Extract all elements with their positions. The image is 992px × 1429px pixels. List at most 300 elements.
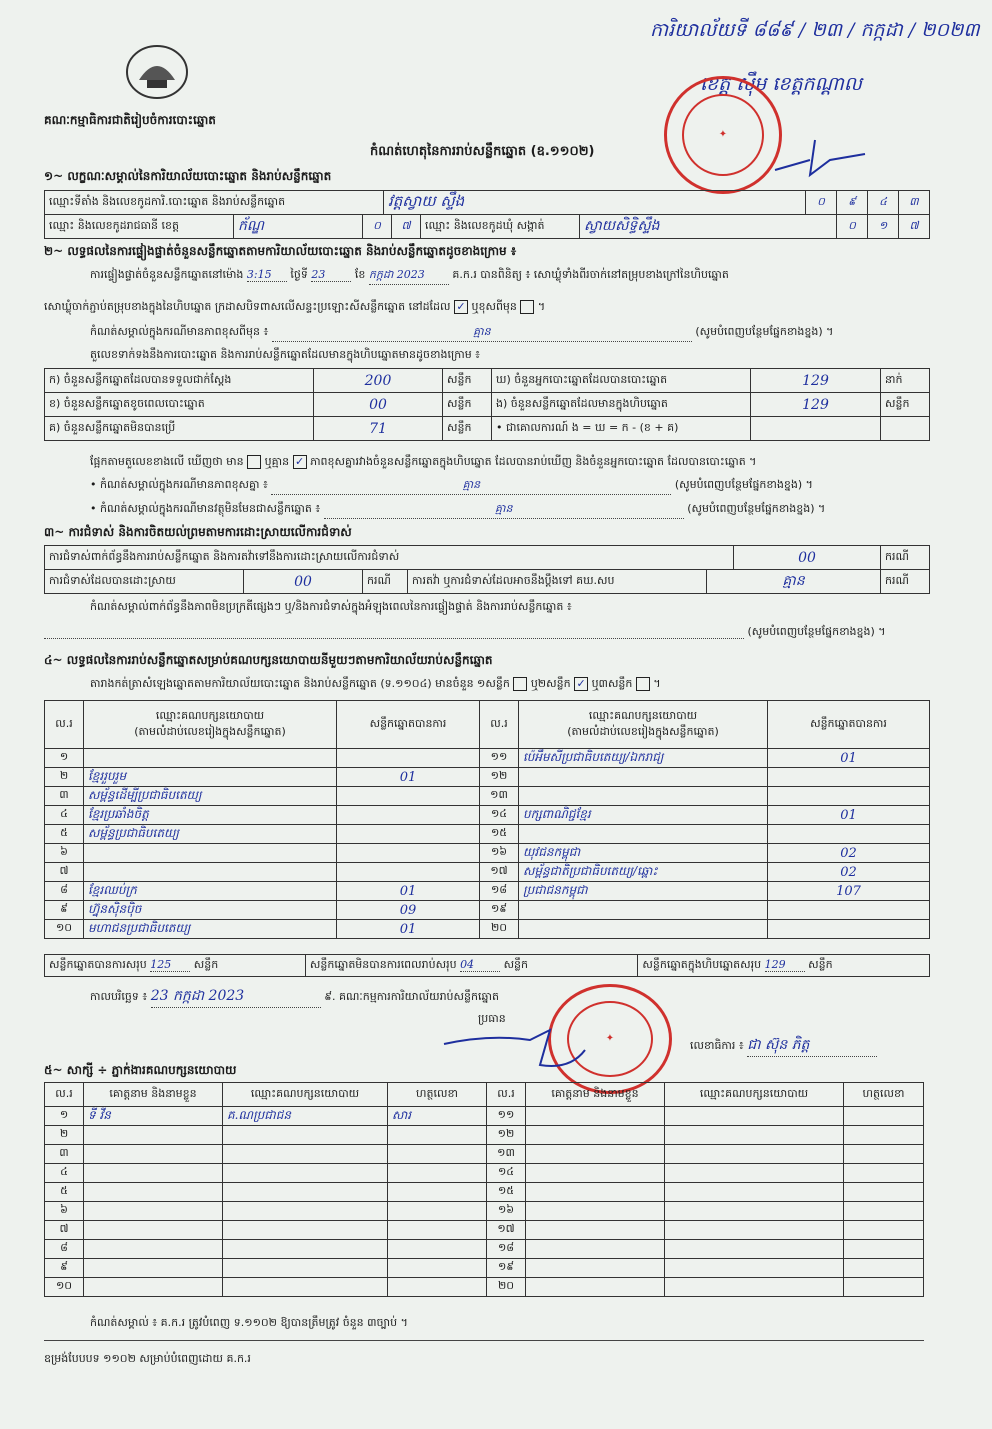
- section3-hint: (សូមបំពេញបន្ថែមផ្នែកខាងខ្នង) ។: [747, 625, 886, 638]
- count-value: 00: [314, 393, 443, 417]
- table-row: [45, 901, 930, 920]
- row2-province: ក័ណ្ឌ: [234, 215, 363, 239]
- party-no-r: ១៦: [480, 844, 519, 863]
- s3-row2-unit2: ករណី: [881, 570, 930, 594]
- witness-no: ៧: [45, 1221, 84, 1240]
- s3-row1-value: 00: [734, 546, 881, 570]
- footnote: កំណត់សម្គាល់ ៖ គ.ក.រ ត្រូវបំពេញ ទ.១១០២ ឱ្យបានត្រឹមត្រូវ ចំនួន ៣ច្បាប់ ។: [90, 1316, 408, 1329]
- party-name-r: [519, 768, 768, 787]
- party-no: ៦: [45, 844, 84, 863]
- col-party-sub: (តាមលំដាប់លេខរៀងក្នុងសន្លឹកឆ្នោត): [134, 724, 286, 738]
- party-no: ១: [45, 749, 84, 768]
- witness-name: [84, 1240, 223, 1259]
- witness-party: [223, 1278, 388, 1297]
- party-name-r: [519, 787, 768, 806]
- party-votes: [337, 749, 480, 768]
- row2-commune-code-1: ០: [837, 215, 868, 239]
- count-label: ក) ចំនួនសន្លឹកឆ្នោតដែលបានទទួលជាក់ស្ដែង: [45, 369, 314, 393]
- total-invalid-cell: [305, 955, 637, 977]
- s3-row2-unit: ករណី: [363, 570, 408, 594]
- party-votes: [337, 825, 480, 844]
- witness-no: ៦: [45, 1202, 84, 1221]
- committee-label: ៩. គណៈកម្មការការិយាល័យរាប់សន្លឹកឆ្នោត: [324, 990, 499, 1003]
- party-votes-r: [768, 825, 930, 844]
- table-row: [45, 920, 930, 939]
- witness-name: [84, 1145, 223, 1164]
- party-votes-r: [768, 787, 930, 806]
- secretary-label: លេខាធិការ ៖: [690, 1039, 744, 1052]
- party-votes: [337, 787, 480, 806]
- witness-sign: [388, 1183, 487, 1202]
- row2-commune: ស្វាយសិទ្ធិស្ទឹង: [580, 215, 837, 239]
- day-value: 23: [311, 268, 351, 282]
- check-line: [90, 455, 756, 471]
- witness-sign: [388, 1145, 487, 1164]
- counts-table: [44, 368, 930, 441]
- witness-name-r: [526, 1107, 665, 1126]
- table-row: [45, 1164, 924, 1183]
- table-row: [45, 1107, 924, 1126]
- witness-no-r: ១៣: [487, 1145, 526, 1164]
- party-name: [84, 844, 337, 863]
- w-col-sign: ហត្ថលេខា: [388, 1083, 487, 1107]
- table-row: [45, 863, 930, 882]
- handwritten-note-1: ការិយាល័យទី ៨៨៩ / ២៣ / កក្កដា / ២០២៣: [650, 19, 980, 41]
- witness-sign-r: [844, 1145, 924, 1164]
- table-row: [45, 806, 930, 825]
- section2-heading: ២~ លទ្ធផលនៃការផ្ទៀងផ្ទាត់ចំនួនសន្លឹកឆ្នោតតាមការិយាល័យបោះឆ្នោត និងរាប់សន្លឹកឆ្នោតដូចខាងក្រោម ៖: [44, 244, 517, 258]
- note-value: គ្មាន: [272, 325, 692, 342]
- party-votes-r: 01: [768, 749, 930, 768]
- party-name-r: សម្ព័ន្ធជាតិប្រជាធិបតេយ្យ/ឆ្ពោះ: [519, 863, 768, 882]
- count-value: 200: [314, 369, 443, 393]
- secretary-line: [690, 1035, 877, 1057]
- s3-row2-label2: ការតវ៉ា ឬការជំទាស់ដែលអាចនឹងប្ដឹងទៅ គឃ.សប: [408, 570, 707, 594]
- count-unit2: នាក់: [881, 369, 930, 393]
- witness-sign: [388, 1240, 487, 1259]
- section2-line1: [90, 268, 930, 285]
- form-title: កំណត់ហេតុនៃការរាប់សន្លឹកឆ្នោត (ឧ.១១០២): [370, 144, 595, 159]
- witness-party-r: [665, 1107, 844, 1126]
- witness-party-r: [665, 1221, 844, 1240]
- party-name: សម្ព័ន្ធប្រជាធិបតេយ្យ: [84, 825, 337, 844]
- witness-party: [223, 1164, 388, 1183]
- bullet1-value: គ្មាន: [271, 478, 671, 495]
- total-invalid-unit: សន្លឹក: [503, 957, 529, 971]
- party-votes-r: 02: [768, 844, 930, 863]
- witness-party: [223, 1183, 388, 1202]
- witness-party: [223, 1259, 388, 1278]
- emblem-logo: [125, 44, 189, 100]
- bullet1-line: [90, 478, 930, 495]
- witness-no-r: ១១: [487, 1107, 526, 1126]
- witness-no: ៥: [45, 1183, 84, 1202]
- has-diff-checkbox[interactable]: [247, 455, 261, 469]
- party-votes-r: 107: [768, 882, 930, 901]
- footer-text: ឧម្រង់បែបបទ ១១០២ សម្រាប់បំពេញដោយ គ.ក.រ: [44, 1352, 251, 1365]
- witness-sign: [388, 1126, 487, 1145]
- section2-line2: សោឃ្លុំចាក់ភ្ជាប់តម្រុបខាងក្នុងនៃហិបឆ្នោត ក្រដាសបិទពាសលើសន្ទះប្រឡោះសីសន្លឹកឆ្នោត នៅដដែល ✓ ឬខុសពីមុន ។: [44, 300, 546, 313]
- party-name: [84, 749, 337, 768]
- table-row: [45, 844, 930, 863]
- table-row: [45, 1240, 924, 1259]
- s3-row1-label: ការជំទាស់ពាក់ព័ន្ធនឹងការរាប់សន្លឹកឆ្នោត និងការតវ៉ាទៅនឹងការដោះស្រាយលើការជំទាស់: [45, 546, 734, 570]
- party-votes: 09: [337, 901, 480, 920]
- witness-sign: [388, 1164, 487, 1183]
- line1-d: គ.ក.រ បានពិនិត្យ ៖ សោឃ្លុំទាំងពីរចាក់នៅតម្រុបខាងក្រៅនៃហិបឆ្នោត: [452, 268, 729, 281]
- witness-no-r: ២០: [487, 1278, 526, 1297]
- col-party-title-r: ឈ្មោះគណបក្សនយោបាយ: [588, 708, 698, 722]
- table-row: [45, 882, 930, 901]
- total-invalid-value: 04: [460, 958, 500, 972]
- row2-code-1: ០: [363, 215, 392, 239]
- party-name-r: យុវជនកម្ពុជា: [519, 844, 768, 863]
- one-sheet-checkbox[interactable]: [513, 677, 527, 691]
- section5-heading: ៥~ សាក្សី ÷ ភ្នាក់ងារគណបក្សនយោបាយ: [44, 1063, 237, 1077]
- col-votes-right: សន្លឹកឆ្នោតបានការ: [768, 701, 930, 749]
- party-no-r: ១៥: [480, 825, 519, 844]
- section1-table-row2: [44, 214, 930, 239]
- chair-label: ប្រធាន: [478, 1012, 506, 1025]
- col-party-left: [84, 701, 337, 749]
- party-votes: [337, 844, 480, 863]
- witness-name-r: [526, 1183, 665, 1202]
- note-hint: (សូមបំពេញបន្ថែមផ្នែកខាងខ្នង) ។: [695, 325, 834, 338]
- witness-party-r: [665, 1259, 844, 1278]
- s3-row2-label: ការជំទាស់ដែលបានដោះស្រាយ: [45, 570, 244, 594]
- row2-commune-code-3: ៧: [899, 215, 930, 239]
- count-value: 71: [314, 417, 443, 441]
- witness-name: [84, 1202, 223, 1221]
- party-name: [84, 863, 337, 882]
- witness-party: គ.ណប្រជាជន: [223, 1107, 388, 1126]
- party-no: ៥: [45, 825, 84, 844]
- party-no-r: ២០: [480, 920, 519, 939]
- count-label2: • ជាគោលការណ៍ ង = ឃ = ក - (ខ + គ): [492, 417, 751, 441]
- party-name: មហាជនប្រជាធិបតេយ្យ: [84, 920, 337, 939]
- total-box-unit: សន្លឹក: [808, 957, 833, 971]
- party-no: ២: [45, 768, 84, 787]
- party-votes-r: [768, 768, 930, 787]
- party-no: ១០: [45, 920, 84, 939]
- party-no: ៤: [45, 806, 84, 825]
- witness-party-r: [665, 1183, 844, 1202]
- secretary-value: ជា ស៊ុន ភិត្ត: [747, 1035, 877, 1057]
- bullet2-hint: (សូមបំពេញបន្ថែមផ្នែកខាងខ្នង) ។: [687, 502, 826, 515]
- check-c: ភាពខុសគ្នារវាងចំនួនសន្លឹកឆ្នោតក្នុងហិបឆ្នោត ដែលបានរាប់ឃើញ និងចំនួនអ្នកបោះឆ្នោត ដែលបានបោះឆ្នោត ។: [310, 455, 757, 468]
- org-name: គណៈកម្មាធិការជាតិរៀបចំការបោះឆ្នោត: [44, 113, 216, 127]
- no-diff-checkbox[interactable]: ✓: [293, 455, 307, 469]
- party-name-r: ប្រជាជនកម្ពុជា: [519, 882, 768, 901]
- section4-intro: តារាងកត់ត្រាសំឡេងឆ្នោតតាមការិយាល័យបោះឆ្នោត និងរាប់សន្លឹកឆ្នោត (ទ.១១០៤) មានចំនួន ១សន្លឹក ឬ២សន្លឹក ✓ ឬ៣សន្លឹក ។: [90, 677, 661, 690]
- witness-name: [84, 1164, 223, 1183]
- party-name-r: [519, 920, 768, 939]
- total-box-value: 129: [765, 958, 805, 972]
- footer-rule: [44, 1340, 924, 1341]
- total-valid-unit: សន្លឹក: [193, 957, 219, 971]
- count-unit2: [881, 417, 930, 441]
- witness-name-r: [526, 1240, 665, 1259]
- table-row: [45, 749, 930, 768]
- w-col-sign-r: ហត្ថលេខា: [844, 1083, 924, 1107]
- witness-sign: [388, 1221, 487, 1240]
- witness-sign-r: [844, 1221, 924, 1240]
- time-value: 3:15: [247, 268, 287, 282]
- witness-no: ១: [45, 1107, 84, 1126]
- row1-code-2: ៩: [837, 191, 868, 215]
- witness-name: [84, 1221, 223, 1240]
- row2-commune-label: ឈ្មោះ និងលេខកូដឃុំ សង្កាត់: [421, 215, 580, 239]
- note-dotted-line: [44, 625, 744, 639]
- party-no-r: ១៧: [480, 863, 519, 882]
- witness-party-r: [665, 1126, 844, 1145]
- party-no: ៩: [45, 901, 84, 920]
- chair-signature: [440, 1020, 590, 1080]
- witness-no: ៣: [45, 1145, 84, 1164]
- col-votes-left: សន្លឹកឆ្នោតបានការ: [337, 701, 480, 749]
- counts-row: [45, 417, 930, 441]
- witness-sign-r: [844, 1126, 924, 1145]
- s3-row2-value: 00: [244, 570, 363, 594]
- witness-party-r: [665, 1240, 844, 1259]
- witness-sign: [388, 1202, 487, 1221]
- witness-name: [84, 1183, 223, 1202]
- intro-2: ឬ២សន្លឹក: [530, 677, 571, 690]
- col-no-left: ល.រ: [45, 701, 84, 749]
- party-name-r: បក្សពាណិជ្ជខ្មែរ: [519, 806, 768, 825]
- witness-sign: [388, 1259, 487, 1278]
- party-no: ៧: [45, 863, 84, 882]
- party-name: ខ្មែររួបរួម: [84, 768, 337, 787]
- party-no-r: ១២: [480, 768, 519, 787]
- table-row: [45, 1259, 924, 1278]
- row2-commune-code-2: ១: [868, 215, 899, 239]
- line1-b: ថ្ងៃទី: [290, 268, 308, 281]
- counts-intro: តួលេខទាក់ទងនឹងការបោះឆ្នោត និងការរាប់សន្លឹកឆ្នោតដែលមានក្នុងហិបឆ្នោតមានដូចខាងក្រោម ៖: [90, 348, 481, 361]
- party-name: ខ្មែរប្រឆាំងចិត្ត: [84, 806, 337, 825]
- table-row: [45, 768, 930, 787]
- count-label2: ឃ) ចំនួនអ្នកបោះឆ្នោតដែលបានបោះឆ្នោត: [492, 369, 751, 393]
- witness-no: ៩: [45, 1259, 84, 1278]
- count-unit2: សន្លឹក: [881, 393, 930, 417]
- changed-checkbox[interactable]: [520, 300, 534, 314]
- count-value2: [751, 417, 881, 441]
- witness-sign-r: [844, 1107, 924, 1126]
- witness-no-r: ១៦: [487, 1202, 526, 1221]
- count-label: គ) ចំនួនសន្លឹកឆ្នោតមិនបានប្រើ: [45, 417, 314, 441]
- row2-code-2: ៧: [392, 215, 421, 239]
- total-invalid-label: សន្លឹកឆ្នោតមិនបានការពេលរាប់សរុប: [309, 957, 457, 971]
- witness-name-r: [526, 1202, 665, 1221]
- w-col-no-r: ល.រ: [487, 1083, 526, 1107]
- count-label: ខ) ចំនួនសន្លឹកឆ្នោតខូចពេលបោះឆ្នោត: [45, 393, 314, 417]
- table-row: [45, 787, 930, 806]
- witness-no: ៤: [45, 1164, 84, 1183]
- witness-party-r: [665, 1145, 844, 1164]
- bullet1-label: • កំណត់សម្គាល់ក្នុងករណីមានភាពខុសគ្នា ៖: [90, 478, 268, 491]
- col-party-sub-r: (តាមលំដាប់លេខរៀងក្នុងសន្លឹកឆ្នោត): [567, 724, 719, 738]
- witness-sign-r: [844, 1164, 924, 1183]
- party-name: ហ្វ៊ុនស៊ិនប៉ិច: [84, 901, 337, 920]
- party-results-table: [44, 700, 930, 939]
- party-name-r: [519, 901, 768, 920]
- witness-party: [223, 1221, 388, 1240]
- date-value: 23 កក្កដា 2023: [151, 986, 321, 1008]
- table-row: [45, 825, 930, 844]
- witness-sign-r: [844, 1259, 924, 1278]
- party-name: សម្ព័ន្ធដើម្បីប្រជាធិបតេយ្យ: [84, 787, 337, 806]
- check-a: ផ្អែកតាមតួលេខខាងលើ ឃើញថា មាន: [90, 455, 244, 468]
- bullet2-line: [90, 502, 930, 519]
- intro-3: ឬ៣សន្លឹក: [591, 677, 633, 690]
- count-value2: 129: [751, 393, 881, 417]
- witness-table: [44, 1082, 924, 1297]
- row1-code-4: ៣: [899, 191, 930, 215]
- witness-name-r: [526, 1221, 665, 1240]
- count-label2: ង) ចំនួនសន្លឹកឆ្នោតដែលមានក្នុងហិបឆ្នោត: [492, 393, 751, 417]
- witness-no: ៨: [45, 1240, 84, 1259]
- witness-no-r: ១៩: [487, 1259, 526, 1278]
- party-votes: 01: [337, 768, 480, 787]
- three-sheet-checkbox[interactable]: [636, 677, 650, 691]
- witness-no-r: ១៥: [487, 1183, 526, 1202]
- party-no-r: ១១: [480, 749, 519, 768]
- handwritten-note-2: ខេត្ត ស៊ឹម ខេត្តកណ្ដាល: [700, 73, 862, 95]
- bullet2-value: គ្មាន: [324, 502, 684, 519]
- total-box-label: សន្លឹកឆ្នោតក្នុងហិបឆ្នោតសរុប: [642, 957, 762, 971]
- table-row: [45, 1183, 924, 1202]
- witness-name-r: [526, 1278, 665, 1297]
- witness-sign: [388, 1278, 487, 1297]
- total-valid-label: សន្លឹកឆ្នោតបានការសរុប: [49, 957, 147, 971]
- party-name: ខ្មែរឈប់ក្រ: [84, 882, 337, 901]
- party-no: ៣: [45, 787, 84, 806]
- witness-sign-r: [844, 1183, 924, 1202]
- count-unit: សន្លឹក: [443, 417, 492, 441]
- party-votes-r: 01: [768, 806, 930, 825]
- section2-note: [90, 325, 930, 342]
- party-votes: 01: [337, 882, 480, 901]
- witness-party: [223, 1126, 388, 1145]
- witness-party: [223, 1240, 388, 1259]
- witness-no-r: ១៨: [487, 1240, 526, 1259]
- section3-heading: ៣~ ការជំទាស់ និងការចិតយល់ព្រមតាមការដោះស្រាយលើការជំទាស់: [44, 525, 352, 539]
- line1-a: ការផ្ទៀងផ្ទាត់ចំនួនសន្លឹកឆ្នោតនៅម៉ោង: [90, 268, 244, 281]
- col-party-title: ឈ្មោះគណបក្សនយោបាយ: [155, 708, 265, 722]
- witness-no-r: ១២: [487, 1126, 526, 1145]
- section3-note-line: [44, 625, 930, 641]
- count-unit: សន្លឹក: [443, 369, 492, 393]
- witness-no: ២: [45, 1126, 84, 1145]
- party-votes-r: 02: [768, 863, 930, 882]
- w-col-party: ឈ្មោះគណបក្សនយោបាយ: [223, 1083, 388, 1107]
- witness-no: ១០: [45, 1278, 84, 1297]
- total-valid-cell: [45, 955, 306, 977]
- counts-row: [45, 369, 930, 393]
- party-no-r: ១៩: [480, 901, 519, 920]
- table-row: [45, 1145, 924, 1164]
- witness-sign-r: [844, 1278, 924, 1297]
- party-votes-r: [768, 920, 930, 939]
- same-checkbox[interactable]: ✓: [454, 300, 468, 314]
- party-no-r: ១៤: [480, 806, 519, 825]
- section3-table: [44, 545, 930, 570]
- totals-table: [44, 954, 930, 977]
- witness-no-r: ១៤: [487, 1164, 526, 1183]
- date-label: កាលបរិច្ឆេទ ៖: [90, 990, 148, 1003]
- witness-no-r: ១៧: [487, 1221, 526, 1240]
- col-no-right: ល.រ: [480, 701, 519, 749]
- row2-label: ឈ្មោះ និងលេខកូដរាជធានី ខេត្ត: [45, 215, 234, 239]
- witness-name-r: [526, 1164, 665, 1183]
- w-col-party-r: ឈ្មោះគណបក្សនយោបាយ: [665, 1083, 844, 1107]
- witness-name-r: [526, 1259, 665, 1278]
- section4-heading: ៤~ លទ្ធផលនៃការរាប់សន្លឹកឆ្នោតសម្រាប់គណបក្សនយោបាយនីមួយៗតាមការិយាល័យរាប់សន្លឹកឆ្នោត: [44, 653, 493, 667]
- section3-note: កំណត់សម្គាល់ពាក់ព័ន្ធនឹងភាពមិនប្រក្រតីផ្សេងៗ ឬ/និងការជំទាស់ក្នុងអំឡុងពេលនៃការផ្ទៀងផ្ទាត់ និងការរាប់សន្លឹកឆ្នោត ៖: [90, 600, 572, 613]
- section1-heading: ១~ លក្ខណៈសម្គាល់នៃការិយាល័យបោះឆ្នោត និងរាប់សន្លឹកឆ្នោត: [44, 169, 332, 183]
- total-valid-value: 125: [150, 958, 190, 972]
- witness-party-r: [665, 1278, 844, 1297]
- party-votes-r: [768, 901, 930, 920]
- s3-row1-unit: ករណី: [881, 546, 930, 570]
- bullet1-hint: (សូមបំពេញបន្ថែមផ្នែកខាងខ្នង) ។: [674, 478, 813, 491]
- witness-name: [84, 1278, 223, 1297]
- party-votes: [337, 863, 480, 882]
- party-no-r: ១៨: [480, 882, 519, 901]
- signature-top: [770, 130, 870, 180]
- witness-name-r: [526, 1126, 665, 1145]
- row1-value: វត្តស្វាយ ស្ទឹង: [384, 191, 806, 215]
- official-stamp-top: ✦: [664, 76, 782, 194]
- official-stamp-bottom: ✦: [548, 984, 672, 1094]
- witness-name: ទី វីន: [84, 1107, 223, 1126]
- witness-sign: សារ: [388, 1107, 487, 1126]
- w-col-no: ល.រ: [45, 1083, 84, 1107]
- party-votes: 01: [337, 920, 480, 939]
- month-value: កក្កដា 2023: [369, 268, 449, 285]
- table-row: [45, 1126, 924, 1145]
- table-row: [45, 1278, 924, 1297]
- row1-code-1: ០: [806, 191, 837, 215]
- col-party-right: [519, 701, 768, 749]
- witness-party: [223, 1202, 388, 1221]
- check-b: ឬគ្មាន: [264, 455, 290, 468]
- party-no-r: ១៣: [480, 787, 519, 806]
- witness-party: [223, 1145, 388, 1164]
- intro-1: តារាងកត់ត្រាសំឡេងឆ្នោតតាមការិយាល័យបោះឆ្នោត និងរាប់សន្លឹកឆ្នោត (ទ.១១០៤) មានចំនួន ១សន្លឹក: [90, 677, 510, 690]
- line2-or: ឬខុសពីមុន: [471, 300, 517, 313]
- two-sheet-checkbox[interactable]: ✓: [574, 677, 588, 691]
- section3-table-row2: [44, 569, 930, 594]
- row1-code-3: ៤: [868, 191, 899, 215]
- line1-c: ខែ: [354, 268, 366, 281]
- line2-text: សោឃ្លុំចាក់ភ្ជាប់តម្រុបខាងក្នុងនៃហិបឆ្នោត ក្រដាសបិទពាសលើសន្ទះប្រឡោះសីសន្លឹកឆ្នោត នៅដដែល: [44, 300, 451, 313]
- party-name-r: [519, 825, 768, 844]
- s3-row2-value2: គ្មាន: [707, 570, 881, 594]
- section1-table: [44, 190, 930, 215]
- table-row: [45, 1221, 924, 1240]
- witness-name: [84, 1126, 223, 1145]
- party-name-r: ប៉េអឹមសីប្រជាធិបតេយ្យ/ឯករាជ្យ: [519, 749, 768, 768]
- total-box-cell: [638, 955, 930, 977]
- table-row: [45, 1202, 924, 1221]
- w-col-name: គោត្តនាម និងនាមខ្លួន: [84, 1083, 223, 1107]
- count-unit: សន្លឹក: [443, 393, 492, 417]
- witness-party-r: [665, 1202, 844, 1221]
- count-value2: 129: [751, 369, 881, 393]
- bullet2-label: • កំណត់សម្គាល់ក្នុងករណីមានវត្ថុមិនមែនជាសន្លឹកឆ្នោត ៖: [90, 502, 321, 515]
- note-label: កំណត់សម្គាល់ក្នុងករណីមានភាពខុសពីមុន ៖: [90, 325, 269, 338]
